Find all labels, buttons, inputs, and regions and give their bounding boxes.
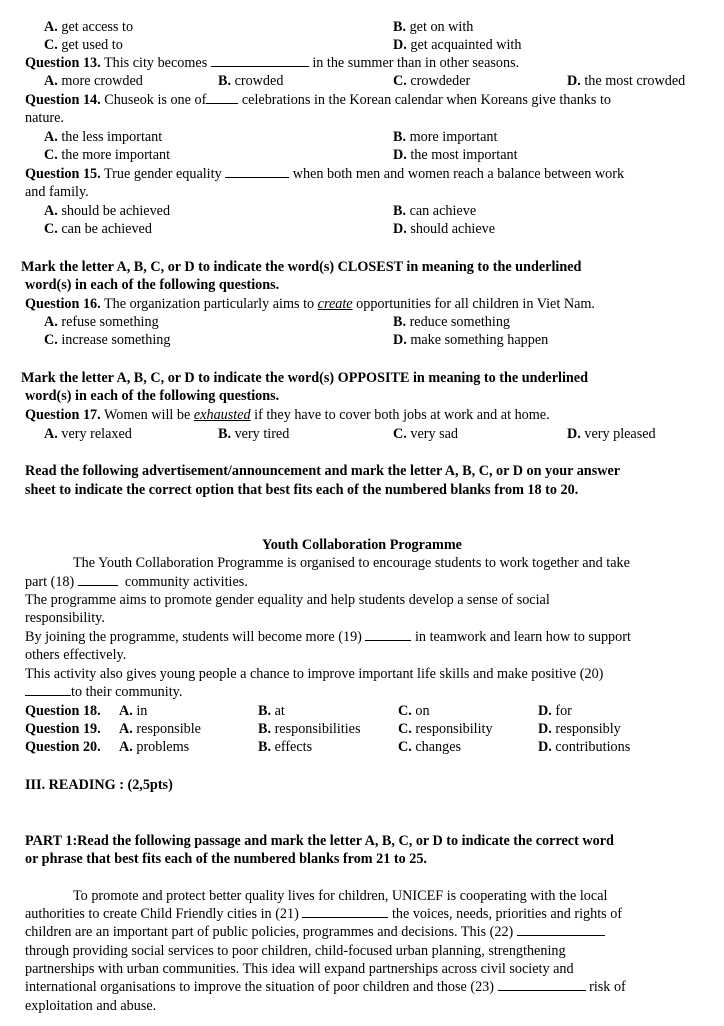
q12-options-row-2 xyxy=(0,36,724,54)
ad-line-7: This activity also gives young people a chance to improve important life skills and make positive (20) xyxy=(25,666,604,682)
q14-options-row-2: C. the more important D. the most important xyxy=(44,147,518,163)
answer-blank-18 xyxy=(78,573,118,586)
passage-line-7: exploitation and abuse. xyxy=(25,998,157,1014)
question-16: Question 16. The organization particularly aims to create opportunities for all children in Viet Nam. xyxy=(25,296,595,312)
q12-option-d: D. get acquainted with xyxy=(393,37,522,53)
passage-line-3: children are an important part of public policies, programmes and decisions. This (22) xyxy=(0,923,724,941)
ad-line-3: The programme aims to promote gender equality and help students develop a sense of social xyxy=(25,592,550,608)
answer-blank-22 xyxy=(517,923,605,936)
underlined-word: create xyxy=(317,296,353,312)
question-17: Question 17. Women will be exhausted if they have to cover both jobs at work and at home. xyxy=(25,407,550,423)
part1-instruction: PART 1:Read the following passage and mark the letter A, B, C, or D to indicate the correct word xyxy=(25,833,614,849)
closest-instruction-line-2: word(s) in each of the following questions. xyxy=(25,277,280,293)
question-14-line-2: nature. xyxy=(25,110,64,126)
q15-options-row-2: C. can be achieved D. should achieve xyxy=(44,221,496,237)
passage-line-5: partnerships with urban communities. This idea will expand partnerships across civil society and xyxy=(25,961,574,977)
ad-line-4: responsibility. xyxy=(25,610,105,626)
q12-option-a: A. get access to xyxy=(44,19,134,35)
passage-line-1: To promote and protect better quality lives for children, UNICEF is cooperating with the local xyxy=(73,888,608,904)
ad-line-1: The Youth Collaboration Programme is organised to encourage students to work together and take xyxy=(73,555,630,571)
question-20: Question 20. A. problems B. effects C. changes D. contributions xyxy=(25,739,631,755)
advertisement-instruction-line-2: sheet to indicate the correct option that best fits each of the numbered blanks from 18 to 20. xyxy=(25,482,579,498)
advertisement-title: Youth Collaboration Programme xyxy=(262,537,462,553)
question-14: Question 14. Chuseok is one of celebrations in the Korean calendar when Koreans give thanks to xyxy=(25,92,611,108)
part1-instruction-line-2: or phrase that best fits each of the numbered blanks from 21 to 25. xyxy=(25,851,427,867)
underlined-word: exhausted xyxy=(193,407,251,423)
question-19: Question 19. A. responsible B. responsibilities C. responsibility D. responsibly xyxy=(25,721,621,737)
closest-instruction: Mark the letter A, B, C, or D to indicate the word(s) CLOSEST in meaning to the underlined xyxy=(21,259,582,275)
ad-line-6: others effectively. xyxy=(25,647,127,663)
ad-line-8: to their community. xyxy=(0,683,724,701)
passage-line-2: authorities to create Child Friendly cities in (21) the voices, needs, priorities and rights of xyxy=(25,906,623,922)
q13-options: A. more crowded B. crowded C. crowdeder D. the most crowded xyxy=(44,73,686,89)
opposite-instruction-line-2: word(s) in each of the following questions. xyxy=(25,388,280,404)
question-15-line-2: and family. xyxy=(25,184,89,200)
question-13: Question 13. This city becomes in the summer than in other seasons. xyxy=(25,55,520,71)
question-15: Question 15. True gender equality when both men and women reach a balance between work xyxy=(25,166,625,182)
answer-blank xyxy=(225,165,289,178)
passage-line-4: through providing social services to poor children, child-focused urban planning, strengthening xyxy=(25,943,566,959)
answer-blank-23 xyxy=(498,978,586,991)
opposite-instruction: Mark the letter A, B, C, or D to indicate the word(s) OPPOSITE in meaning to the underlined xyxy=(21,370,588,386)
answer-blank xyxy=(206,91,238,104)
q17-options: A. very relaxed B. very tired C. very sad D. very pleased xyxy=(44,426,656,442)
ad-line-2: part (18) community activities. xyxy=(25,574,248,590)
q12-options-row-1 xyxy=(0,18,724,36)
answer-blank-21 xyxy=(302,905,388,918)
reading-heading: III. READING : (2,5pts) xyxy=(25,777,173,793)
answer-blank-20 xyxy=(25,683,71,696)
q12-option-c: C. get used to xyxy=(44,37,123,53)
q14-options-row-1: A. the less important B. more important xyxy=(44,129,498,145)
question-18: Question 18. A. in B. at C. on D. for xyxy=(25,703,572,719)
answer-blank-19 xyxy=(365,628,411,641)
advertisement-instruction: Read the following advertisement/announcement and mark the letter A, B, C, or D on your answer xyxy=(25,463,621,479)
answer-blank xyxy=(211,54,309,67)
q16-options-row-1: A. refuse something B. reduce something xyxy=(44,314,511,330)
q16-options-row-2: C. increase something D. make something happen xyxy=(44,332,549,348)
ad-line-5: By joining the programme, students will become more (19) in teamwork and learn how to support xyxy=(25,629,631,645)
q12-option-b: B. get on with xyxy=(393,19,474,35)
passage-line-6: international organisations to improve the situation of poor children and those (23) risk of xyxy=(25,979,626,995)
q15-options-row-1: A. should be achieved B. can achieve xyxy=(44,203,477,219)
